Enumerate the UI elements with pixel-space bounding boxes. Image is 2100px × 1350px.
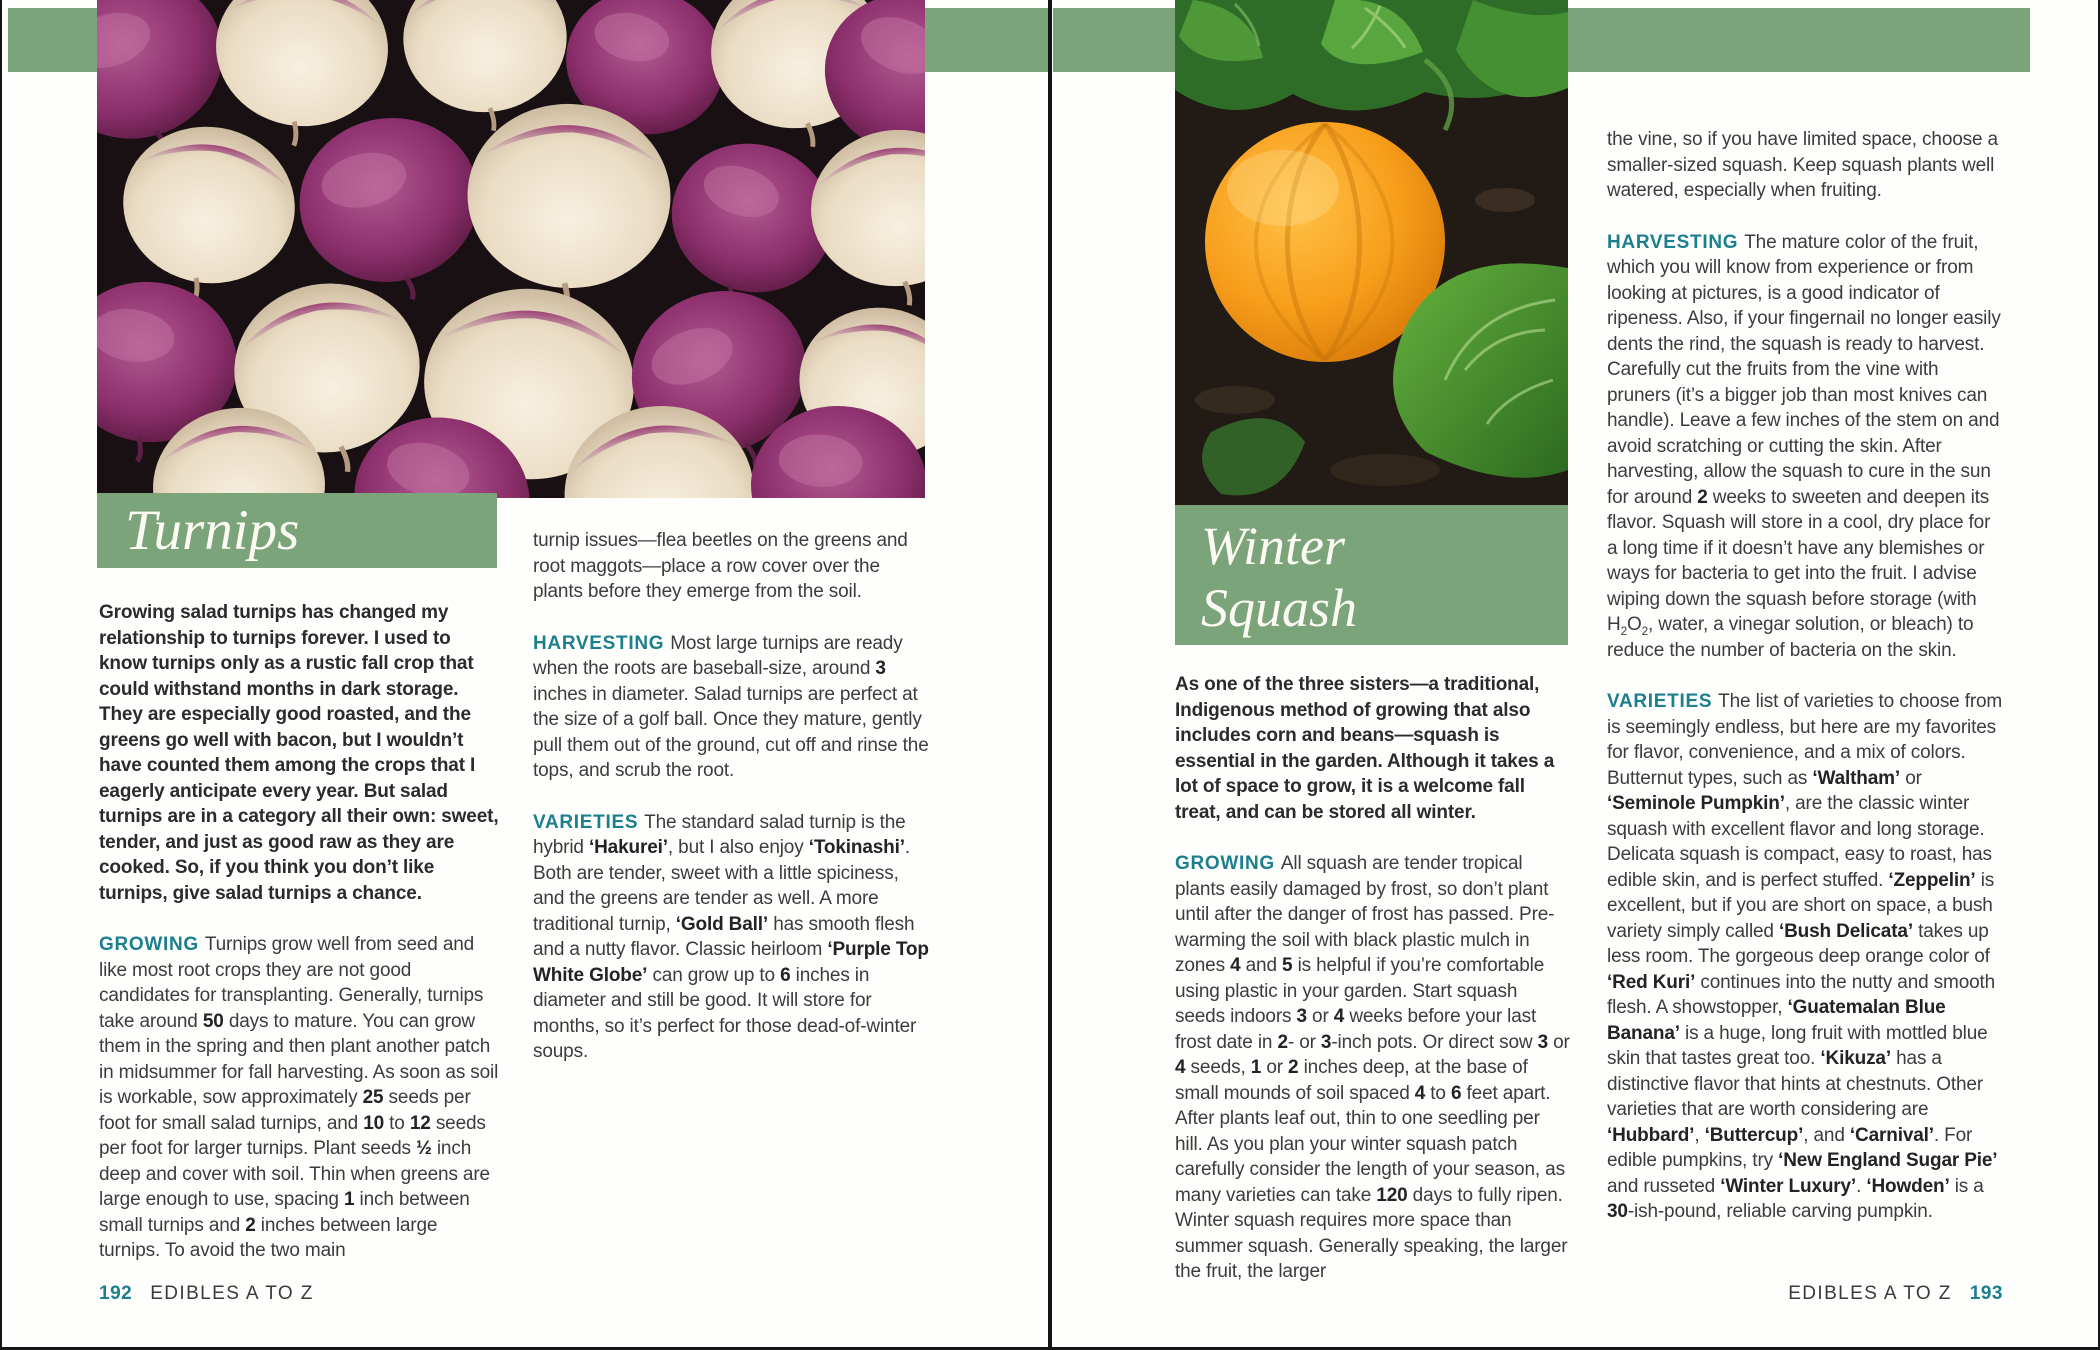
- spread-border-left: [0, 0, 2, 1350]
- section-label: GROWING: [99, 934, 205, 955]
- section-label: HARVESTING: [1607, 231, 1745, 253]
- paragraph-varieties: VARIETIES The standard salad turnip is the hybrid ‘Hakurei’, but I also enjoy ‘Tokinashi’. Both are tender, sweet with a little spiciness, and the greens are tender as well. A more traditional turnip, ‘Gold Ball’ has smooth flesh and a nutty flavor. Classic heirloom ‘Purple Top White Globe’ can grow up to 6 inches in diameter and still be good. It will store for months, so it’s perfect for those dead-of-winter soups.: [533, 811, 929, 1062]
- section-label: VARIETIES: [533, 811, 645, 833]
- turnips-text-column-2: [533, 528, 933, 1091]
- turnips-photo: [97, 0, 925, 498]
- squash-text-column-2: [1607, 127, 2005, 1251]
- winter-squash-title-banner: [1175, 505, 1568, 645]
- turnips-text-column-1: [99, 600, 499, 1290]
- page-number: 192: [99, 1283, 133, 1304]
- page-title-squash: Squash: [1201, 578, 1358, 638]
- paragraph: As one of the three sisters—a traditional, Indigenous method of growing that also includes corn and beans—squash is essential in the garden. Although it takes a lot of space to grow, it is a welcome fall treat, and can be stored all winter.: [1175, 674, 1555, 823]
- paragraph-growing: GROWING All squash are tender tropical plants easily damaged by frost, so don’t plant until after the danger of frost has passed. Pre-warming the soil with black plastic mulch in zones 4 and 5 is helpful if you’re comfortable using plastic in your garden. Start squash seeds indoors 3 or 4 weeks before your last frost date in 2- or 3-inch pots. Or direct sow 3 or 4 seeds, 1 or 2 inches deep, at the base of small mounds of soil spaced 4 to 6 feet apart. After plants leaf out, thin to one seedling per hill. As you plan your winter squash patch carefully consider the length of your season, as many varieties can take 120 days to fully ripen. Winter squash requires more space than summer squash. Generally speaking, the larger the fruit, the larger: [1175, 853, 1570, 1282]
- section-label: HARVESTING: [533, 632, 671, 654]
- page-number: 193: [1969, 1283, 2003, 1304]
- paragraph-harvesting: HARVESTING Most large turnips are ready when the roots are baseball-size, around 3 inches in diameter. Salad turnips are perfect at the size of a golf ball. Once they mature, gently pull them out of the ground, cut off and rinse the tops, and scrub the root.: [533, 632, 929, 781]
- winter-squash-photo: [1175, 0, 1568, 510]
- section-label: GROWING: [1175, 853, 1281, 874]
- footer-section-title: EDIBLES A TO Z: [1788, 1283, 1952, 1304]
- squash-text-column-1: [1175, 672, 1570, 1311]
- paragraph: Growing salad turnips has changed my relationship to turnips forever. I used to know turnips only as a rustic fall crop that could withstand months in dark storage. They are especially good roasted, and the greens go well with bacon, but I wouldn’t have counted them among the crops that I eagerly anticipate every year. But salad turnips are in a category all their own: sweet, tender, and just as good raw as they are cooked. So, if you think you don’t like turnips, give salad turnips a chance.: [99, 602, 499, 904]
- page-title-winter: Winter: [1201, 516, 1345, 576]
- section-label: VARIETIES: [1607, 691, 1719, 712]
- paragraph: turnip issues—flea beetles on the greens and root maggots—place a row cover over the plants before they emerge from the soil.: [533, 530, 908, 602]
- left-page-footer: [99, 1283, 314, 1305]
- paragraph-varieties: VARIETIES The list of varieties to choose from is seemingly endless, but here are my favorites for flavor, convenience, and a mix of colors. Butternut types, such as ‘Waltham’ or ‘Seminole Pumpkin’, are the classic winter squash with excellent flavor and long storage. Delicata squash is compact, easy to roast, has edible skin, and is perfect stuffed. ‘Zeppelin’ is excellent, but if you are short on space, a bush variety simply called ‘Bush Delicata’ takes up less room. The gorgeous deep orange color of ‘Red Kuri’ continues into the nutty and smooth flesh. A showstopper, ‘Guatemalan Blue Banana’ is a huge, long fruit with mottled blue skin that tastes great too. ‘Kikuza’ has a distinctive flavor that hints at chestnuts. Other varieties that are worth considering are ‘Hubbard’, ‘Buttercup’, and ‘Carnival’. For edible pumpkins, try ‘New England Sugar Pie’ and russeted ‘Winter Luxury’. ‘Howden’ is a 30-ish-pound, reliable carving pumpkin.: [1607, 691, 2003, 1222]
- turnips-title-banner: [97, 493, 497, 568]
- paragraph-growing: GROWING Turnips grow well from seed and like most root crops they are not good candidates for transplanting. Generally, turnips take around 50 days to mature. You can grow them in the spring and then plant another patch in midsummer for fall harvesting. As soon as soil is workable, sow approximately 25 seeds per foot for small salad turnips, and 10 to 12 seeds per foot for larger turnips. Plant seeds ½ inch deep and cover with soil. Thin when greens are large enough to use, spacing 1 inch between small turnips and 2 inches between large turnips. To avoid the two main: [99, 934, 499, 1261]
- footer-section-title: EDIBLES A TO Z: [150, 1283, 314, 1304]
- page-divider: [1048, 0, 1052, 1350]
- right-page-footer: [1788, 1283, 2003, 1305]
- page-title-turnips: Turnips: [125, 499, 300, 562]
- paragraph: the vine, so if you have limited space, choose a smaller-sized squash. Keep squash plants well watered, especially when fruiting.: [1607, 129, 1998, 201]
- paragraph-harvesting: HARVESTING The mature color of the fruit, which you will know from experience or from looking at pictures, is a good indicator of ripeness. Also, if your fingernail no longer easily dents the rind, the squash is ready to harvest. Carefully cut the fruits from the vine with pruners (it’s a bigger job than most knives can handle). Leave a few inches of the stem on and avoid scratching or cutting the skin. After harvesting, allow the squash to cure in the sun for around 2 weeks to sweeten and deepen its flavor. Squash will store in a cool, dry place for a long time if it doesn’t have any blemishes or ways for bacteria to get into the fruit. I advise wiping down the squash before storage (with $H_2O_2$, water, a vinegar solution, or bleach) to reduce the number of bacteria on the skin.: [1607, 231, 2001, 661]
